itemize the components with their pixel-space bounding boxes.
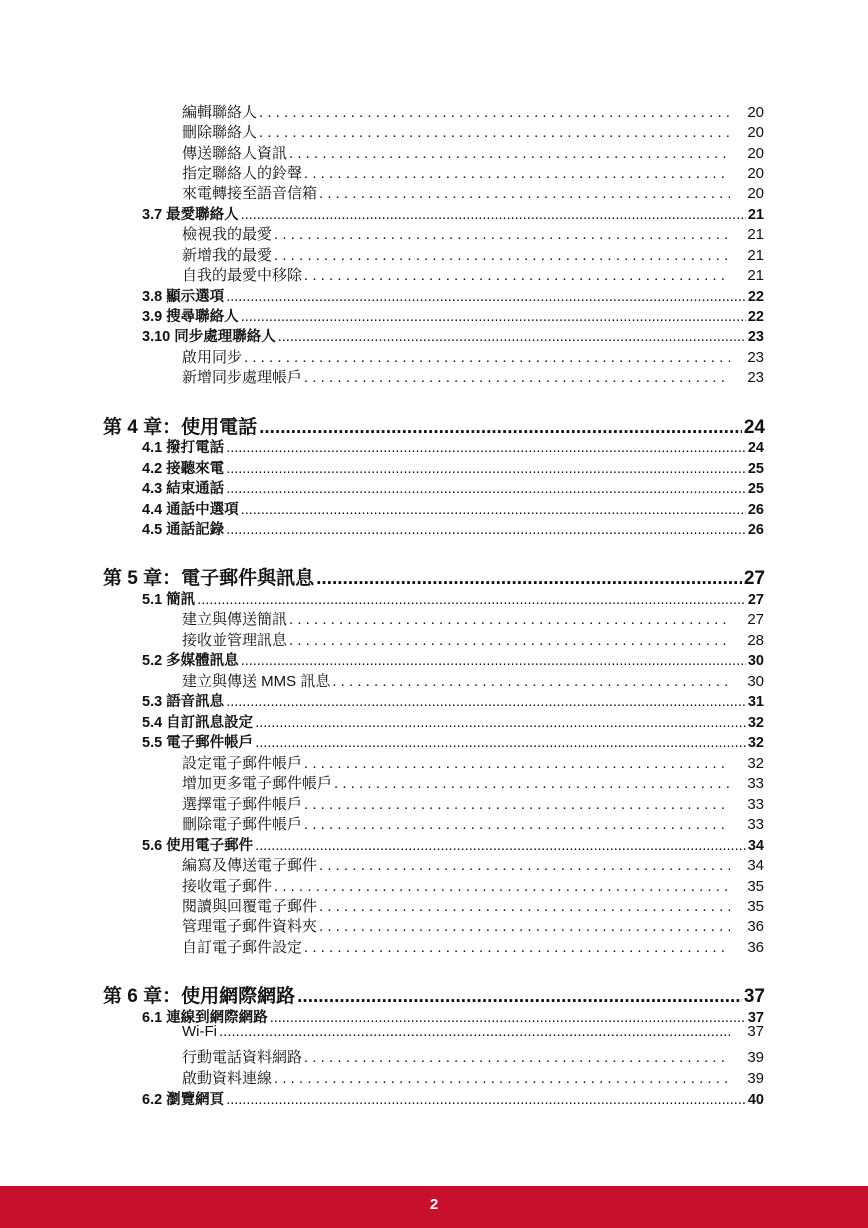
toc-entry[interactable] xyxy=(182,813,764,834)
toc-entry[interactable] xyxy=(142,285,764,306)
toc-entry-title: 編寫及傳送電子郵件 xyxy=(182,857,318,874)
toc-dot-leader xyxy=(289,145,730,162)
toc-entry-title: 5.5 電子郵件帳戶 xyxy=(142,735,254,751)
toc-entry-title: 第 5 章：電子郵件與訊息 xyxy=(103,568,315,589)
toc-dot-leader xyxy=(241,309,746,325)
toc-entry[interactable] xyxy=(182,264,764,285)
toc-dot-leader xyxy=(304,816,730,833)
toc-entry-page: 21 xyxy=(747,267,764,284)
toc-entry[interactable] xyxy=(142,518,764,539)
toc-dot-leader xyxy=(226,694,746,710)
toc-entry-title: 3.8 顯示選項 xyxy=(142,289,225,305)
toc-entry[interactable] xyxy=(182,752,764,773)
toc-entry-page: 36 xyxy=(747,939,764,956)
toc-entry[interactable] xyxy=(103,412,765,439)
toc-entry-title: 行動電話資料網路 xyxy=(182,1049,303,1066)
toc-dot-leader xyxy=(278,329,746,345)
toc-entry-title: 指定聯絡人的鈴聲 xyxy=(182,165,303,182)
toc-entry[interactable] xyxy=(142,649,764,670)
toc-entry-page: 32 xyxy=(747,755,764,772)
toc-dot-leader xyxy=(241,207,746,223)
toc-entry-title: 4.5 通話記錄 xyxy=(142,522,225,538)
toc-entry[interactable] xyxy=(182,670,764,691)
toc-dot-leader xyxy=(226,522,746,538)
toc-entry-page: 27 xyxy=(743,568,765,589)
toc-entry-title: 刪除聯絡人 xyxy=(182,124,258,141)
footer-page-number: 2 xyxy=(429,1196,439,1213)
toc-entry[interactable] xyxy=(142,690,764,711)
toc-entry-page: 27 xyxy=(747,611,764,628)
toc-dot-leader xyxy=(304,939,730,956)
toc-entry-page: 37 xyxy=(743,986,765,1007)
toc-entry[interactable] xyxy=(142,477,764,498)
footer-bar xyxy=(0,1186,868,1228)
toc-entry-title: 自我的最愛中移除 xyxy=(182,267,303,284)
toc-entry[interactable] xyxy=(182,875,764,896)
toc-entry[interactable] xyxy=(182,142,764,163)
toc-entry-title: 增加更多電子郵件帳戶 xyxy=(182,775,333,792)
toc-entry-page: 32 xyxy=(747,735,764,751)
toc-entry-title: 3.9 搜尋聯絡人 xyxy=(142,309,239,325)
toc-dot-leader xyxy=(316,568,742,590)
toc-entry[interactable] xyxy=(142,731,764,752)
toc-entry[interactable] xyxy=(142,436,764,457)
toc-entry-page: 33 xyxy=(747,816,764,833)
toc-dot-leader xyxy=(255,838,746,854)
toc-entry-page: 35 xyxy=(747,878,764,895)
toc-dot-leader xyxy=(226,289,746,305)
toc-entry[interactable] xyxy=(182,854,764,875)
toc-entry-title: 來電轉接至語音信箱 xyxy=(182,185,318,202)
toc-entry-page: 30 xyxy=(747,673,764,690)
toc-entry-page: 20 xyxy=(747,185,764,202)
toc-dot-leader xyxy=(226,461,746,477)
toc-entry-title: 5.2 多媒體訊息 xyxy=(142,653,239,669)
toc-entry[interactable] xyxy=(103,981,765,1008)
toc-entry-page: 20 xyxy=(747,104,764,121)
toc-entry-title: 新增我的最愛 xyxy=(182,247,273,264)
toc-entry-title: 6.2 瀏覽網頁 xyxy=(142,1092,225,1108)
toc-entry-page: 30 xyxy=(747,653,764,669)
toc-entry[interactable] xyxy=(142,498,764,519)
toc-dot-leader xyxy=(226,481,746,497)
toc-dot-leader xyxy=(304,796,730,813)
toc-entry[interactable] xyxy=(142,203,764,224)
toc-dot-leader xyxy=(274,226,730,243)
toc-entry-title: Wi-Fi xyxy=(182,1023,217,1040)
toc-dot-leader xyxy=(319,185,730,202)
toc-entry-title: 管理電子郵件資料夾 xyxy=(182,918,318,935)
toc-dot-leader xyxy=(274,247,730,264)
toc-entry-page: 21 xyxy=(747,207,764,223)
toc-dot-leader xyxy=(304,755,730,772)
toc-entry-title: 第 6 章：使用網際網路 xyxy=(103,986,296,1007)
toc-entry-page: 26 xyxy=(747,502,764,518)
toc-entry[interactable] xyxy=(182,772,764,793)
toc-dot-leader xyxy=(332,673,730,690)
toc-entry-title: 5.1 簡訊 xyxy=(142,592,196,608)
toc-entry[interactable] xyxy=(182,182,764,203)
toc-entry-title: 編輯聯絡人 xyxy=(182,104,258,121)
toc-dot-leader xyxy=(259,124,730,141)
toc-entry-page: 23 xyxy=(747,329,764,345)
toc-dot-leader xyxy=(241,502,746,518)
toc-entry-page: 34 xyxy=(747,857,764,874)
toc-entry-title: 刪除電子郵件帳戶 xyxy=(182,816,303,833)
toc-dot-leader xyxy=(319,918,730,935)
toc-entry-title: 3.10 同步處理聯絡人 xyxy=(142,329,276,345)
toc-entry-title: 自訂電子郵件設定 xyxy=(182,939,303,956)
toc-entry-page: 23 xyxy=(747,369,764,386)
toc-entry-title: 3.7 最愛聯絡人 xyxy=(142,207,239,223)
toc-dot-leader xyxy=(304,267,730,284)
toc-entry-title: 4.1 撥打電話 xyxy=(142,440,225,456)
toc-entry-page: 28 xyxy=(747,632,764,649)
toc-entry-page: 25 xyxy=(747,461,764,477)
toc-entry[interactable] xyxy=(142,457,764,478)
toc-entry-title: 設定電子郵件帳戶 xyxy=(182,755,303,772)
toc-entry-page: 35 xyxy=(747,898,764,915)
toc-entry[interactable] xyxy=(182,223,764,244)
toc-entry[interactable] xyxy=(142,305,764,326)
toc-entry-page: 32 xyxy=(747,715,764,731)
toc-entry[interactable] xyxy=(182,1067,764,1088)
toc-dot-leader xyxy=(241,653,746,669)
toc-entry-page: 33 xyxy=(747,775,764,792)
toc-entry-title: 傳送聯絡人資訊 xyxy=(182,145,288,162)
toc-entry[interactable] xyxy=(182,244,764,265)
toc-entry-title: 啟用同步 xyxy=(182,349,243,366)
toc-dot-leader xyxy=(255,735,746,751)
toc-dot-leader xyxy=(289,611,730,628)
toc-entry-title: 4.3 結束通話 xyxy=(142,481,225,497)
toc-entry-page: 37 xyxy=(747,1010,764,1026)
toc-entry-title: 接收並管理訊息 xyxy=(182,632,288,649)
toc-dot-leader xyxy=(289,632,730,649)
toc-entry-page: 37 xyxy=(747,1023,764,1040)
toc-entry[interactable] xyxy=(142,834,764,855)
toc-dot-leader xyxy=(226,440,746,456)
toc-entry-page: 27 xyxy=(747,592,764,608)
toc-entry[interactable] xyxy=(182,101,764,122)
toc-entry[interactable] xyxy=(182,121,764,142)
toc-dot-leader xyxy=(219,1023,730,1040)
toc-entry-page: 33 xyxy=(747,796,764,813)
toc-entry-title: 接收電子郵件 xyxy=(182,878,273,895)
toc-entry[interactable] xyxy=(142,325,764,346)
toc-entry-title: 5.4 自訂訊息設定 xyxy=(142,715,254,731)
toc-entry-title: 5.3 語音訊息 xyxy=(142,694,225,710)
toc-entry-page: 25 xyxy=(747,481,764,497)
toc-entry-title: 檢視我的最愛 xyxy=(182,226,273,243)
toc-entry-title: 4.2 接聽來電 xyxy=(142,461,225,477)
toc-entry-page: 36 xyxy=(747,918,764,935)
toc-entry-page: 39 xyxy=(747,1049,764,1066)
toc-dot-leader xyxy=(244,349,730,366)
toc-entry[interactable] xyxy=(182,346,764,367)
toc-entry-title: 5.6 使用電子郵件 xyxy=(142,838,254,854)
toc-entry-page: 21 xyxy=(747,247,764,264)
toc-entry[interactable] xyxy=(182,936,764,957)
toc-entry-title: 新增同步處理帳戶 xyxy=(182,369,303,386)
toc-entry-page: 34 xyxy=(747,838,764,854)
toc-entry-page: 22 xyxy=(747,289,764,305)
toc-entry-page: 31 xyxy=(747,694,764,710)
toc-dot-leader xyxy=(304,369,730,386)
toc-entry-title: 6.1 連線到網際網路 xyxy=(142,1010,268,1026)
toc-entry-page: 23 xyxy=(747,349,764,366)
toc-entry[interactable] xyxy=(182,1023,764,1040)
toc-entry[interactable] xyxy=(182,629,764,650)
toc-entry-page: 26 xyxy=(747,522,764,538)
toc-entry-page: 39 xyxy=(747,1070,764,1087)
toc-dot-leader xyxy=(197,592,746,608)
toc-dot-leader xyxy=(297,986,742,1008)
toc-entry-page: 24 xyxy=(747,440,764,456)
toc-entry-page: 20 xyxy=(747,165,764,182)
toc-entry[interactable] xyxy=(142,1088,764,1109)
toc-dot-leader xyxy=(274,878,730,895)
toc-entry-title: 選擇電子郵件帳戶 xyxy=(182,796,303,813)
toc-entry-title: 建立與傳送 MMS 訊息 xyxy=(182,673,331,690)
toc-entry-title: 第 4 章：使用電話 xyxy=(103,417,258,438)
toc-dot-leader xyxy=(334,775,730,792)
toc-dot-leader xyxy=(259,104,730,121)
toc-dot-leader xyxy=(274,1070,730,1087)
toc-entry[interactable] xyxy=(182,793,764,814)
toc-entry[interactable] xyxy=(103,563,765,590)
toc-entry[interactable] xyxy=(142,711,764,732)
toc-entry[interactable] xyxy=(182,895,764,916)
toc-entry[interactable] xyxy=(142,588,764,609)
toc-entry[interactable] xyxy=(182,162,764,183)
toc-dot-leader xyxy=(319,857,730,874)
toc-entry-title: 4.4 通話中選項 xyxy=(142,502,239,518)
toc-entry-page: 21 xyxy=(747,226,764,243)
toc-entry-page: 22 xyxy=(747,309,764,325)
toc-entry[interactable] xyxy=(182,366,764,387)
toc-dot-leader xyxy=(319,898,730,915)
toc-entry-page: 20 xyxy=(747,145,764,162)
toc-entry[interactable] xyxy=(182,1046,764,1067)
toc-entry[interactable] xyxy=(182,608,764,629)
toc-dot-leader xyxy=(304,1049,730,1066)
toc-entry-page: 24 xyxy=(743,417,765,438)
toc-entry-page: 40 xyxy=(747,1092,764,1108)
toc-entry[interactable] xyxy=(182,915,764,936)
toc-entry-page: 20 xyxy=(747,124,764,141)
toc-entry-title: 建立與傳送簡訊 xyxy=(182,611,288,628)
toc-dot-leader xyxy=(255,715,746,731)
toc-entry-title: 閱讀與回覆電子郵件 xyxy=(182,898,318,915)
toc-entry-title: 啟動資料連線 xyxy=(182,1070,273,1087)
toc-dot-leader xyxy=(304,165,730,182)
toc-dot-leader xyxy=(226,1092,746,1108)
